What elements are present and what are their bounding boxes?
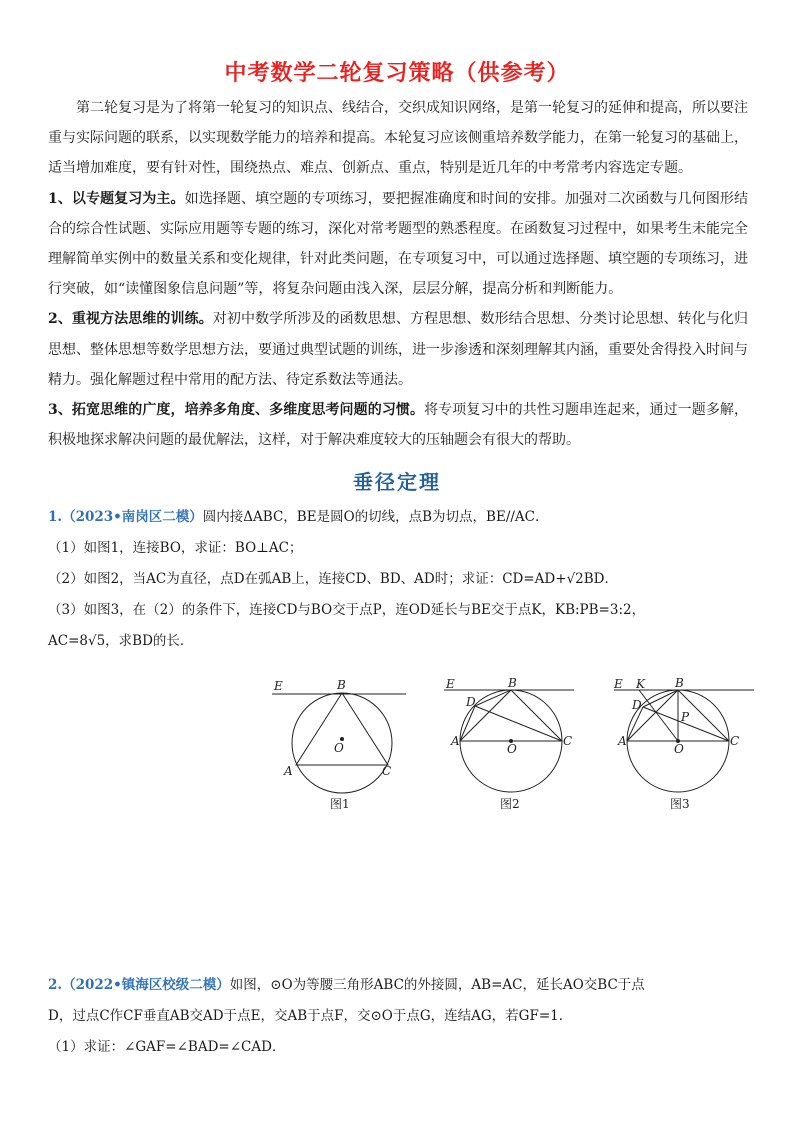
fig3-point-A: A bbox=[618, 734, 627, 748]
fig1-label: 图1 bbox=[330, 797, 350, 811]
problem-1-question-1: （1）如图1，连接BO，求证：BO⊥AC； bbox=[48, 540, 303, 556]
problem-2-question-1: （1）求证：∠GAF=∠BAD=∠CAD． bbox=[48, 1039, 286, 1055]
intro-paragraph-2 bbox=[48, 184, 748, 305]
fig2-label: 图2 bbox=[500, 797, 520, 811]
intro-heading-2: 2、重视方法思维的训练。 bbox=[48, 311, 213, 328]
fig2-point-C: C bbox=[563, 734, 573, 748]
problem-2-source: （2022•镇海区校级二模） bbox=[62, 977, 230, 993]
problem-2-line-2: D，过点C作CF垂直AB交AD于点E，交AB于点F，交⊙O于点G，连结AG，若GF=1． bbox=[48, 1008, 573, 1024]
fig3-point-B: B bbox=[675, 676, 684, 690]
problem-1-number: 1. bbox=[48, 509, 63, 525]
intro-paragraph-1: 第二轮复习是为了将第一轮复习的知识点、线结合，交织成知识网络，是第一轮复习的延伸和提高，所以要注重与实际问题的联系，以实现数学能力的培养和提高。本轮复习应该侧重培养数学能力，在第一轮复习的基础上，适当增加难度，要有针对性，围绕热点、难点、创新点、重点，特别是近几年的中考常考内容选定专题。 bbox=[48, 100, 748, 177]
intro-text bbox=[48, 93, 748, 455]
intro-body-1: 如选择题、填空题的专项练习，要把握准确度和时间的安排。加强对二次函数与几何图形结合的综合性试题、实际应用题等专题的练习，深化对常考题型的熟悉程度。在函数复习过程中，如果考生未能完全理解简单实例中的数量关系和变化规律，针对此类问题，在专项复习中，可以通过选择题、填空题的专项练习，进行突破，如“读懂图象信息问题”等，将复杂问题由浅入深，层层分解，提高分析和判断能力。 bbox=[48, 190, 748, 298]
fig2-point-E: E bbox=[446, 677, 455, 691]
problem-1-figures bbox=[270, 676, 770, 816]
fig3-point-P: P bbox=[681, 710, 690, 724]
problem-1-question-3-cont: AC=8√5，求BD的长． bbox=[48, 633, 194, 649]
intro-heading-3: 3、拓宽思维的广度，培养多角度、多维度思考问题的习惯。 bbox=[48, 402, 425, 419]
problem-2-stem: 如图，⊙O为等腰三角形ABC的外接圆，AB=AC，延长AO交BC于点 bbox=[229, 977, 645, 993]
figure-3 bbox=[606, 676, 756, 816]
fig1-point-B: B bbox=[337, 678, 346, 692]
problem-1-question-3: （3）如图3，在（2）的条件下，连接CD与BO交于点P，连OD延长与BE交于点K，KB:PB=3:2， bbox=[48, 602, 646, 618]
fig3-point-E: E bbox=[614, 677, 623, 691]
fig1-point-A: A bbox=[284, 764, 293, 778]
fig3-label: 图3 bbox=[670, 797, 690, 811]
problem-1-question-2: （2）如图2，当AC为直径，点D在弧AB上，连接CD、BD、AD时；求证：CD=AD+√2BD． bbox=[48, 571, 619, 587]
section-title: 垂径定理 bbox=[353, 470, 441, 494]
fig2-point-D: D bbox=[466, 695, 476, 709]
figure-1 bbox=[270, 676, 410, 816]
problem-1-stem: 圆内接ΔABC，BE是圆O的切线，点B为切点，BE//AC． bbox=[202, 509, 549, 525]
fig1-point-E: E bbox=[274, 679, 283, 693]
page-title: 中考数学二轮复习策略（供参考） bbox=[224, 61, 570, 86]
intro-heading-1: 1、以专题复习为主。 bbox=[48, 190, 185, 207]
figure-2 bbox=[438, 676, 578, 816]
fig3-point-C: C bbox=[730, 734, 740, 748]
problem-2 bbox=[48, 970, 748, 1063]
intro-body-2: 对初中数学所涉及的函数思想、方程思想、数形结合思想、分类讨论思想、转化与化归思想、整体思想等数学思想方法，要通过典型试题的训练，进一步渗透和深刻理解其内涵，重要处舍得投入时间与精力。强化解题过程中常用的配方法、待定系数法等通法。 bbox=[48, 311, 749, 388]
fig3-point-K: K bbox=[636, 677, 645, 691]
problem-2-line-1 bbox=[48, 970, 748, 1001]
intro-paragraph-4 bbox=[48, 395, 748, 455]
problem-1-stem-line bbox=[48, 502, 748, 533]
intro-body-3: 将专项复习中的共性习题串连起来，通过一题多解，积极地探求解决问题的最优解法，这样，对于解决难度较大的压轴题会有很大的帮助。 bbox=[48, 402, 749, 449]
fig2-point-O: O bbox=[507, 742, 517, 756]
problem-2-number: 2. bbox=[48, 977, 63, 993]
fig1-point-C: C bbox=[382, 764, 392, 778]
fig3-point-D: D bbox=[632, 698, 642, 712]
fig2-point-B: B bbox=[508, 676, 517, 690]
fig1-point-O: O bbox=[334, 741, 344, 755]
problem-1 bbox=[48, 502, 748, 657]
fig3-point-O: O bbox=[674, 742, 684, 756]
intro-paragraph-3 bbox=[48, 304, 748, 395]
fig2-point-A: A bbox=[451, 734, 460, 748]
problem-1-source: （2023•南岗区二模） bbox=[62, 509, 203, 525]
